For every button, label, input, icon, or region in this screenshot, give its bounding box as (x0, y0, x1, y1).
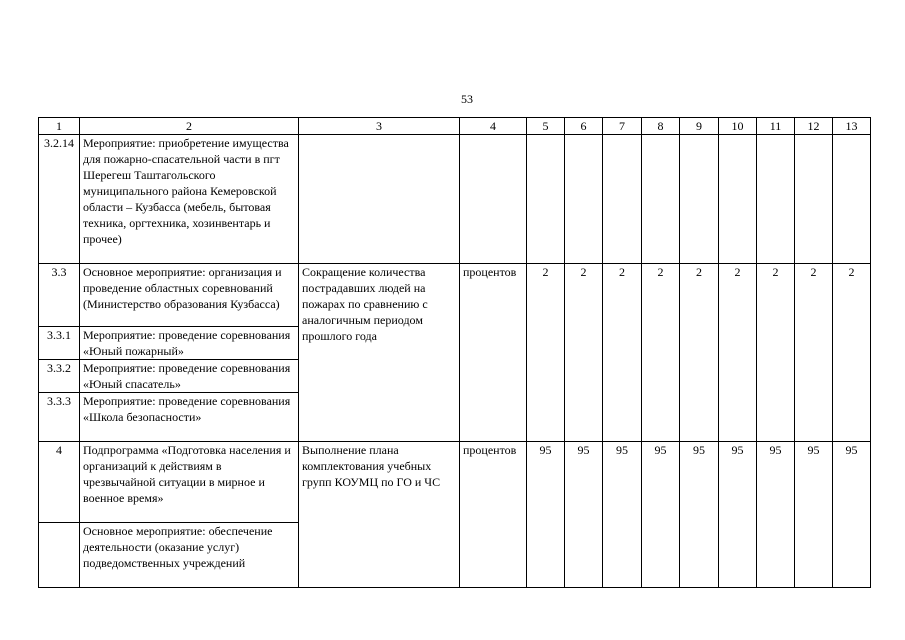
header-cell: 4 (460, 118, 527, 135)
value-cell: 2 (719, 264, 757, 442)
row-code: 3.3.2 (39, 360, 80, 393)
value-cell: 2 (642, 264, 680, 442)
row-code: 3.3.1 (39, 327, 80, 360)
header-cell: 10 (719, 118, 757, 135)
unit-cell: процентов (460, 442, 527, 588)
value-cell: 2 (757, 264, 795, 442)
header-cell: 11 (757, 118, 795, 135)
value-cell: 95 (719, 442, 757, 588)
row-code: 3.3 (39, 264, 80, 327)
row-code (39, 523, 80, 588)
header-cell: 7 (603, 118, 642, 135)
value-cell: 95 (795, 442, 833, 588)
header-cell: 3 (299, 118, 460, 135)
value-cell: 95 (603, 442, 642, 588)
header-cell: 6 (565, 118, 603, 135)
value-cell: 95 (642, 442, 680, 588)
header-cell: 8 (642, 118, 680, 135)
row-code: 3.3.3 (39, 393, 80, 442)
table-row (39, 264, 871, 327)
header-cell: 9 (680, 118, 719, 135)
indicator-cell: Выполнение плана комплектования учебных групп КОУМЦ по ГО и ЧС (299, 442, 460, 588)
value-cell: 2 (680, 264, 719, 442)
row-name: Подпрограмма «Подготовка населения и организаций к действиям в чрезвычайной ситуации в мирное и военное время» (80, 442, 299, 523)
header-cell: 12 (795, 118, 833, 135)
value-cell: 2 (603, 264, 642, 442)
value-cell: 2 (527, 264, 565, 442)
value-cell: 2 (833, 264, 871, 442)
table-row (39, 135, 871, 264)
header-cell: 2 (80, 118, 299, 135)
value-cell: 95 (833, 442, 871, 588)
unit-cell: процентов (460, 264, 527, 442)
header-cell: 1 (39, 118, 80, 135)
row-code: 4 (39, 442, 80, 523)
row-name: Мероприятие: проведение соревнования «Юный пожарный» (80, 327, 299, 360)
header-cell: 13 (833, 118, 871, 135)
header-cell: 5 (527, 118, 565, 135)
row-name: Основное мероприятие: организация и проведение областных соревнований (Министерство образования Кузбасса) (80, 264, 299, 327)
row-code: 3.2.14 (39, 135, 80, 264)
page-number: 53 (461, 92, 473, 106)
value-cell: 2 (795, 264, 833, 442)
row-name: Мероприятие: проведение соревнования «Школа безопасности» (80, 393, 299, 442)
value-cell: 95 (527, 442, 565, 588)
indicator-cell: Сокращение количества пострадавших людей на пожарах по сравнению с аналогичным периодом прошлого года (299, 264, 460, 442)
program-table (38, 117, 871, 588)
row-name: Мероприятие: проведение соревнования «Юный спасатель» (80, 360, 299, 393)
row-name: Основное мероприятие: обеспечение деятельности (оказание услуг) подведомственных учреждений (80, 523, 299, 588)
value-cell: 95 (565, 442, 603, 588)
value-cell: 95 (757, 442, 795, 588)
row-name: Мероприятие: приобретение имущества для пожарно-спасательной части в пгт Шерегеш Таштагольского муниципального района Кемеровской области – Кузбасса (мебель, бытовая техника, оргтехника, хозинвентарь и прочее) (80, 135, 299, 264)
table-row (39, 442, 871, 523)
value-cell: 95 (680, 442, 719, 588)
value-cell: 2 (565, 264, 603, 442)
header-row (39, 118, 871, 135)
